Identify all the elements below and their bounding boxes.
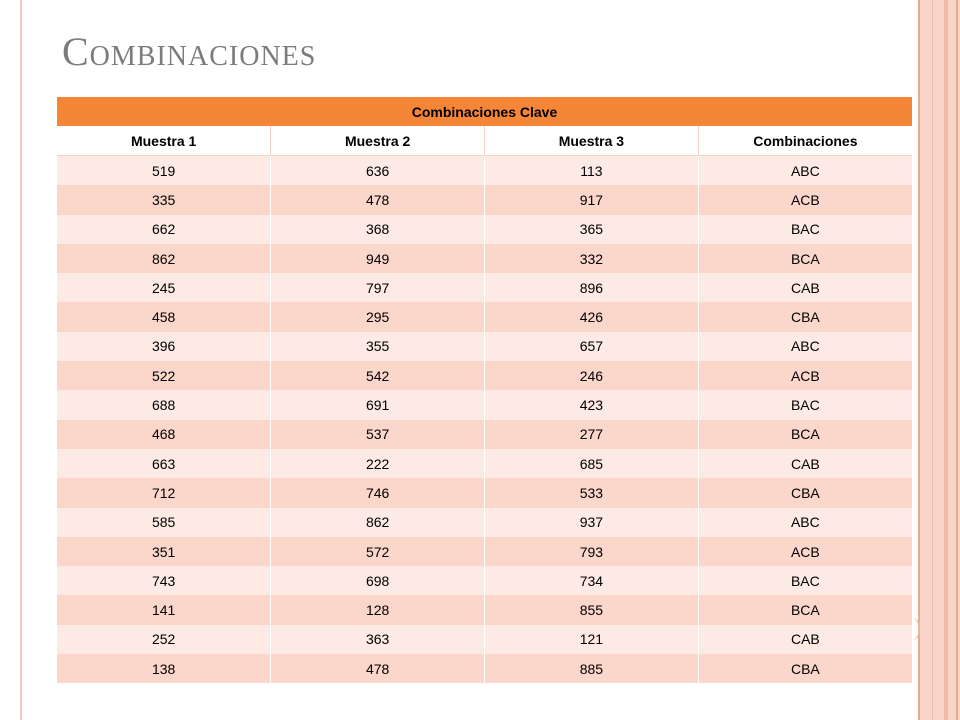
- table-cell: 245: [57, 273, 271, 302]
- table-cell: 478: [271, 654, 485, 683]
- table-row: [57, 449, 912, 478]
- table-cell: 734: [485, 566, 699, 595]
- table-cell: CBA: [698, 654, 912, 683]
- table-cell: 662: [57, 215, 271, 244]
- table-cell: 688: [57, 390, 271, 419]
- table-cell: 335: [57, 185, 271, 214]
- table-cell: 896: [485, 273, 699, 302]
- table-cell: 712: [57, 478, 271, 507]
- table-cell: 793: [485, 537, 699, 566]
- right-decorative-border: [918, 0, 960, 720]
- table-cell: 252: [57, 625, 271, 654]
- table-cell: CBA: [698, 478, 912, 507]
- table-cell: 537: [271, 420, 485, 449]
- table-cell: BCA: [698, 244, 912, 273]
- table-cell: 519: [57, 156, 271, 186]
- table-row: [57, 566, 912, 595]
- table-row: [57, 361, 912, 390]
- table-row: [57, 508, 912, 537]
- table-row: [57, 654, 912, 683]
- table-cell: BCA: [698, 595, 912, 624]
- table-cell: 746: [271, 478, 485, 507]
- table-row: [57, 420, 912, 449]
- table-cell: 128: [271, 595, 485, 624]
- table-row: [57, 244, 912, 273]
- table-row: [57, 537, 912, 566]
- table-cell: 332: [485, 244, 699, 273]
- table-cell: 423: [485, 390, 699, 419]
- table-cell: 522: [57, 361, 271, 390]
- table-header-row: [57, 126, 912, 156]
- table-cell: 351: [57, 537, 271, 566]
- table-cell: 246: [485, 361, 699, 390]
- table-cell: 572: [271, 537, 485, 566]
- table-row: [57, 302, 912, 331]
- table-cell: ABC: [698, 156, 912, 186]
- table-cell: 855: [485, 595, 699, 624]
- table-cell: 698: [271, 566, 485, 595]
- table-row: [57, 185, 912, 214]
- table-cell: 937: [485, 508, 699, 537]
- table-cell: 862: [271, 508, 485, 537]
- table-row: [57, 156, 912, 186]
- table-row: [57, 595, 912, 624]
- table-cell: 743: [57, 566, 271, 595]
- table-cell: ABC: [698, 332, 912, 361]
- table-cell: 685: [485, 449, 699, 478]
- table-cell: BAC: [698, 215, 912, 244]
- table-cell: 585: [57, 508, 271, 537]
- table-body: [57, 156, 912, 684]
- table-cell: 862: [57, 244, 271, 273]
- table-cell: 138: [57, 654, 271, 683]
- table-cell: CBA: [698, 302, 912, 331]
- table-cell: 917: [485, 185, 699, 214]
- table-cell: 396: [57, 332, 271, 361]
- table-cell: 663: [57, 449, 271, 478]
- table-cell: ACB: [698, 361, 912, 390]
- table-row: [57, 625, 912, 654]
- table-cell: 365: [485, 215, 699, 244]
- table-cell: 295: [271, 302, 485, 331]
- combinations-table: [57, 97, 912, 683]
- table-cell: 691: [271, 390, 485, 419]
- table-cell: ACB: [698, 185, 912, 214]
- column-header: Combinaciones: [698, 126, 912, 156]
- table-cell: BAC: [698, 390, 912, 419]
- table-cell: 355: [271, 332, 485, 361]
- table-row: [57, 478, 912, 507]
- table-caption-row: [57, 97, 912, 126]
- table-cell: 797: [271, 273, 485, 302]
- table-row: [57, 273, 912, 302]
- column-header: Muestra 3: [485, 126, 699, 156]
- table-cell: CAB: [698, 273, 912, 302]
- table-cell: 277: [485, 420, 699, 449]
- table-cell: ABC: [698, 508, 912, 537]
- table-cell: BAC: [698, 566, 912, 595]
- table-cell: 426: [485, 302, 699, 331]
- table-cell: 368: [271, 215, 485, 244]
- table-caption: Combinaciones Clave: [57, 97, 912, 126]
- table-cell: CAB: [698, 449, 912, 478]
- table-cell: 113: [485, 156, 699, 186]
- table-row: [57, 332, 912, 361]
- table-cell: ACB: [698, 537, 912, 566]
- table-cell: 542: [271, 361, 485, 390]
- column-header: Muestra 1: [57, 126, 271, 156]
- page-title: Combinaciones: [62, 29, 317, 74]
- table-cell: 478: [271, 185, 485, 214]
- table-cell: 363: [271, 625, 485, 654]
- table-cell: 468: [57, 420, 271, 449]
- table-cell: CAB: [698, 625, 912, 654]
- column-header: Muestra 2: [271, 126, 485, 156]
- left-rule: [20, 0, 22, 720]
- table-row: [57, 390, 912, 419]
- table-cell: 949: [271, 244, 485, 273]
- table-cell: 121: [485, 625, 699, 654]
- table-cell: 885: [485, 654, 699, 683]
- table-cell: 141: [57, 595, 271, 624]
- table-cell: BCA: [698, 420, 912, 449]
- table-cell: 533: [485, 478, 699, 507]
- table-cell: 636: [271, 156, 485, 186]
- table-cell: 222: [271, 449, 485, 478]
- table-cell: 458: [57, 302, 271, 331]
- table-row: [57, 215, 912, 244]
- table-cell: 657: [485, 332, 699, 361]
